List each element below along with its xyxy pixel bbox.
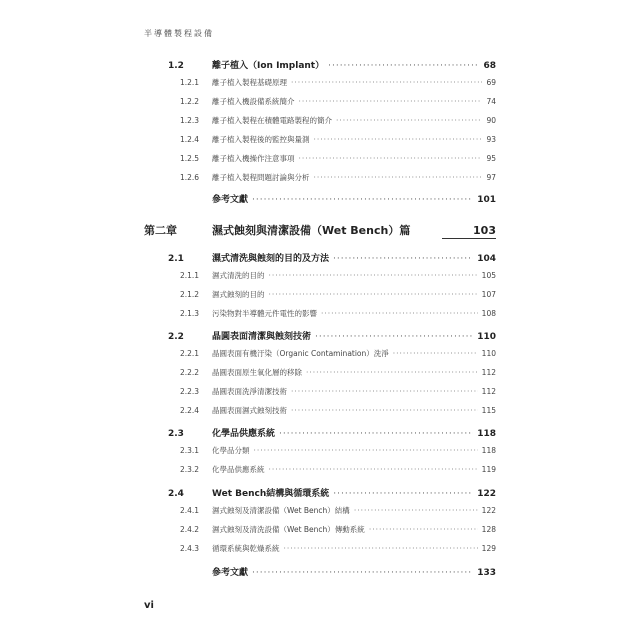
toc-entry <box>180 289 496 300</box>
toc-entry-number: 2.3.2 <box>180 465 200 474</box>
toc-entry-number: 2.3 <box>168 429 184 439</box>
toc-entry <box>180 115 496 126</box>
dot-leader <box>336 116 482 125</box>
toc-entry-title: 晶圓表面有機汙染（Organic Contamination）洗淨 <box>212 349 389 358</box>
toc-entry-number: 1.2.2 <box>180 97 200 106</box>
toc-entry-page-number: 74 <box>486 97 496 106</box>
toc-entry-page-number: 118 <box>477 429 496 439</box>
toc-chapter-entry <box>144 222 496 239</box>
toc-entry-title: 濕式蝕刻與清潔設備（Wet Bench）篇 <box>212 224 411 237</box>
dot-leader <box>252 568 473 578</box>
toc-entry <box>180 524 496 535</box>
toc-entry-page-number: 90 <box>486 116 496 125</box>
toc-entry-page-number: 129 <box>481 544 496 553</box>
toc-entry-page-number: 122 <box>477 489 496 499</box>
toc-entry-title: 濕式蝕刻的目的 <box>212 290 265 299</box>
dot-leader <box>291 406 478 415</box>
dot-leader <box>279 429 473 439</box>
toc-entry-page-number: 95 <box>486 154 496 163</box>
toc-entry-title: 離子植入機設備系統簡介 <box>212 97 295 106</box>
toc-entry-title: 參考文獻 <box>212 568 249 578</box>
toc-entry-number: 1.2.6 <box>180 173 200 182</box>
toc-entry-title: 離子植入製程在積體電路製程的簡介 <box>212 116 332 125</box>
toc-entry-page-number: 97 <box>486 173 496 182</box>
toc-entry-number: 2.2 <box>168 332 184 342</box>
toc-entry-number: 2.2.1 <box>180 349 200 358</box>
toc-entry-title: 參考文獻 <box>212 195 249 205</box>
toc-entry-page-number: 128 <box>481 525 496 534</box>
toc-entry-title: 化學品分類 <box>212 446 250 455</box>
toc-entry-title: 化學品供應系統 <box>212 465 265 474</box>
toc-entry-title: 污染物對半導體元件電性的影響 <box>212 309 317 318</box>
dot-leader <box>333 489 473 499</box>
toc-entry <box>180 405 496 416</box>
toc-entry <box>180 367 496 378</box>
toc-entry-title: 濕式清洗與蝕刻的目的及方法 <box>212 254 330 264</box>
toc-entry-page-number: 104 <box>477 254 496 264</box>
toc-entry-title: 晶圓表面濕式蝕刻技術 <box>212 406 287 415</box>
dot-leader <box>269 465 478 474</box>
dot-leader <box>284 544 478 553</box>
toc-entry-number: 1.2.5 <box>180 154 200 163</box>
toc-entry <box>180 270 496 281</box>
toc-entry-title: 離子植入製程基礎原理 <box>212 78 287 87</box>
toc-entry-page-number: 110 <box>481 349 496 358</box>
dot-leader <box>306 368 478 377</box>
toc-entry-number: 1.2.3 <box>180 116 200 125</box>
toc-entry <box>168 58 496 71</box>
toc-references-entry <box>212 565 496 578</box>
dot-leader <box>321 309 478 318</box>
toc-entry-title: 濕式蝕刻及清洗設備（Wet Bench）傳動系統 <box>212 525 365 534</box>
toc-entry <box>180 543 496 554</box>
toc-entry <box>168 329 496 342</box>
dot-leader <box>333 254 473 264</box>
toc-entry-number: 2.2.3 <box>180 387 200 396</box>
toc-entry <box>180 308 496 319</box>
toc-entry-title: 離子植入機操作注意事項 <box>212 154 295 163</box>
dot-leader <box>315 332 473 342</box>
toc-entry <box>180 386 496 397</box>
toc-entry-title: 循環系統與乾燥系統 <box>212 544 280 553</box>
toc-entry-number: 2.4.2 <box>180 525 200 534</box>
toc-entry-page-number: 93 <box>486 135 496 144</box>
toc-entry-number: 2.4.1 <box>180 506 200 515</box>
dot-leader <box>328 61 479 71</box>
toc-entry <box>180 348 496 359</box>
toc-entry-number: 2.1.1 <box>180 271 200 280</box>
toc-entry-page-number: 69 <box>486 78 496 87</box>
dot-leader <box>369 525 478 534</box>
running-header: 半導體製程設備 <box>144 29 214 38</box>
toc-entry <box>180 505 496 516</box>
toc-entry-number: 1.2.4 <box>180 135 200 144</box>
toc-references-entry <box>212 192 496 205</box>
toc-entry <box>180 445 496 456</box>
toc-entry-page-number: 108 <box>481 309 496 318</box>
dot-leader <box>254 446 478 455</box>
toc-entry-number: 2.4 <box>168 489 184 499</box>
dot-leader <box>291 387 478 396</box>
toc-entry-page-number: 110 <box>477 332 496 342</box>
dot-leader <box>354 506 478 515</box>
toc-entry-number: 2.1 <box>168 254 184 264</box>
toc-entry <box>180 153 496 164</box>
toc-entry-number: 2.1.2 <box>180 290 200 299</box>
dot-leader <box>252 195 473 205</box>
toc-entry-page-number: 112 <box>481 387 496 396</box>
dot-leader <box>314 173 483 182</box>
toc-entry-page-number: 68 <box>483 61 496 71</box>
toc-entry-page-number: 115 <box>481 406 496 415</box>
dot-leader <box>393 349 478 358</box>
toc-entry-title: 濕式蝕刻及清潔設備（Wet Bench）結構 <box>212 506 350 515</box>
toc-entry-number: 第二章 <box>144 224 177 237</box>
toc-entry-number: 2.2.2 <box>180 368 200 377</box>
toc-entry-number: 2.1.3 <box>180 309 200 318</box>
toc-entry <box>168 486 496 499</box>
toc-entry-number: 1.2.1 <box>180 78 200 87</box>
toc-entry <box>180 134 496 145</box>
toc-entry-page-number: 101 <box>477 195 496 205</box>
page-folio: vi <box>144 600 154 611</box>
toc-entry-number: 1.2 <box>168 61 184 71</box>
dot-leader <box>269 290 478 299</box>
toc-entry-title: 離子植入製程後的監控與量測 <box>212 135 310 144</box>
toc-entry <box>180 96 496 107</box>
toc-entry-number: 2.3.1 <box>180 446 200 455</box>
toc-entry-title: 化學品供應系統 <box>212 429 276 439</box>
dot-leader <box>299 154 483 163</box>
dot-leader <box>314 135 483 144</box>
toc-entry-title: 離子植入製程問題討論與分析 <box>212 173 310 182</box>
toc-entry-number: 2.4.3 <box>180 544 200 553</box>
toc-entry-title: 晶圓表面洗淨清潔技術 <box>212 387 287 396</box>
toc-entry-page-number: 105 <box>481 271 496 280</box>
dot-leader <box>269 271 478 280</box>
toc-entry-page-number: 122 <box>481 506 496 515</box>
toc-entry-page-number: 107 <box>481 290 496 299</box>
toc-entry-page-number: 112 <box>481 368 496 377</box>
toc-entry-page-number: 118 <box>481 446 496 455</box>
toc-entry <box>168 251 496 264</box>
toc-entry-title: 晶圓表面原生氧化層的移除 <box>212 368 302 377</box>
toc-entry-page-number: 103 <box>442 224 496 239</box>
toc-entry-page-number: 119 <box>481 465 496 474</box>
dot-leader <box>291 78 482 87</box>
dot-leader <box>299 97 483 106</box>
toc-entry-title: 晶圓表面清潔與蝕刻技術 <box>212 332 312 342</box>
toc-entry <box>180 172 496 183</box>
toc-entry <box>180 464 496 475</box>
toc-entry-title: 濕式清洗的目的 <box>212 271 265 280</box>
toc-entry-page-number: 133 <box>477 568 496 578</box>
toc-entry <box>180 77 496 88</box>
toc-entry-title: 離子植入（Ion Implant） <box>212 61 325 71</box>
toc-entry-title: Wet Bench結構與循環系統 <box>212 489 330 499</box>
toc-entry-number: 2.2.4 <box>180 406 200 415</box>
toc-entry <box>168 426 496 439</box>
